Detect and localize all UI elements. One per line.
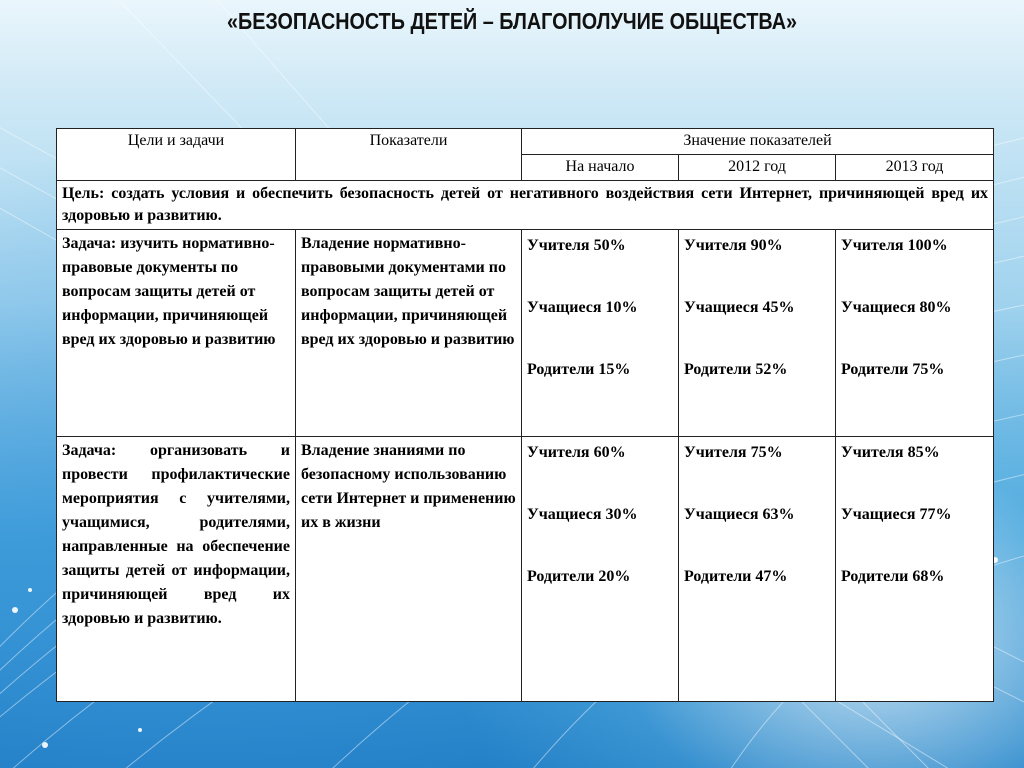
value-cell-2012 xyxy=(679,437,836,702)
value-students: Учащиеся 30% xyxy=(527,506,638,523)
table-row xyxy=(57,437,994,702)
page-title: «БЕЗОПАСНОСТЬ ДЕТЕЙ – БЛАГОПОЛУЧИЕ ОБЩЕСТВА» xyxy=(227,8,797,34)
value-parents: Родители 47% xyxy=(684,568,788,585)
goal-row: Цель: создать условия и обеспечить безопасность детей от негативного воздействия сети Интернет, причиняющей вред их здоровью и развитию. xyxy=(57,181,994,230)
table-row xyxy=(57,230,994,437)
value-students: Учащиеся 45% xyxy=(684,299,795,316)
task-cell: Задача: организовать и провести профилактические мероприятия с учителями, учащимися, родителями, направленные на обеспечение защиты детей от информации, причиняющей вред их здоровью и развитию. xyxy=(57,437,296,702)
value-cell-start xyxy=(522,437,679,702)
value-teachers: Учителя 90% xyxy=(684,237,783,254)
header-2013: 2013 год xyxy=(836,155,994,181)
value-students: Учащиеся 80% xyxy=(841,299,952,316)
value-students: Учащиеся 63% xyxy=(684,506,795,523)
value-cell-start xyxy=(522,230,679,437)
value-teachers: Учителя 100% xyxy=(841,237,948,254)
value-parents: Родители 20% xyxy=(527,568,631,585)
value-cell-2013 xyxy=(836,437,994,702)
value-students: Учащиеся 10% xyxy=(527,299,638,316)
header-2012: 2012 год xyxy=(679,155,836,181)
value-teachers: Учителя 60% xyxy=(527,444,626,461)
value-cell-2012 xyxy=(679,230,836,437)
value-teachers: Учителя 75% xyxy=(684,444,783,461)
value-parents: Родители 15% xyxy=(527,361,631,378)
header-goals: Цели и задачи xyxy=(57,129,296,181)
header-start: На начало xyxy=(522,155,679,181)
value-parents: Родители 75% xyxy=(841,361,945,378)
value-teachers: Учителя 50% xyxy=(527,237,626,254)
header-values: Значение показателей xyxy=(522,129,994,155)
indicators-table xyxy=(56,128,994,702)
header-indicators: Показатели xyxy=(296,129,522,181)
indicator-cell: Владение знаниями по безопасному использованию сети Интернет и применению их в жизни xyxy=(296,437,522,702)
value-students: Учащиеся 77% xyxy=(841,506,952,523)
value-cell-2013 xyxy=(836,230,994,437)
value-teachers: Учителя 85% xyxy=(841,444,940,461)
value-parents: Родители 52% xyxy=(684,361,788,378)
task-cell: Задача: изучить нормативно-правовые документы по вопросам защиты детей от информации, причиняющей вред их здоровью и развитию xyxy=(57,230,296,437)
value-parents: Родители 68% xyxy=(841,568,945,585)
indicator-cell: Владение нормативно-правовыми документами по вопросам защиты детей от информации, причиняющей вред их здоровью и развитию xyxy=(296,230,522,437)
